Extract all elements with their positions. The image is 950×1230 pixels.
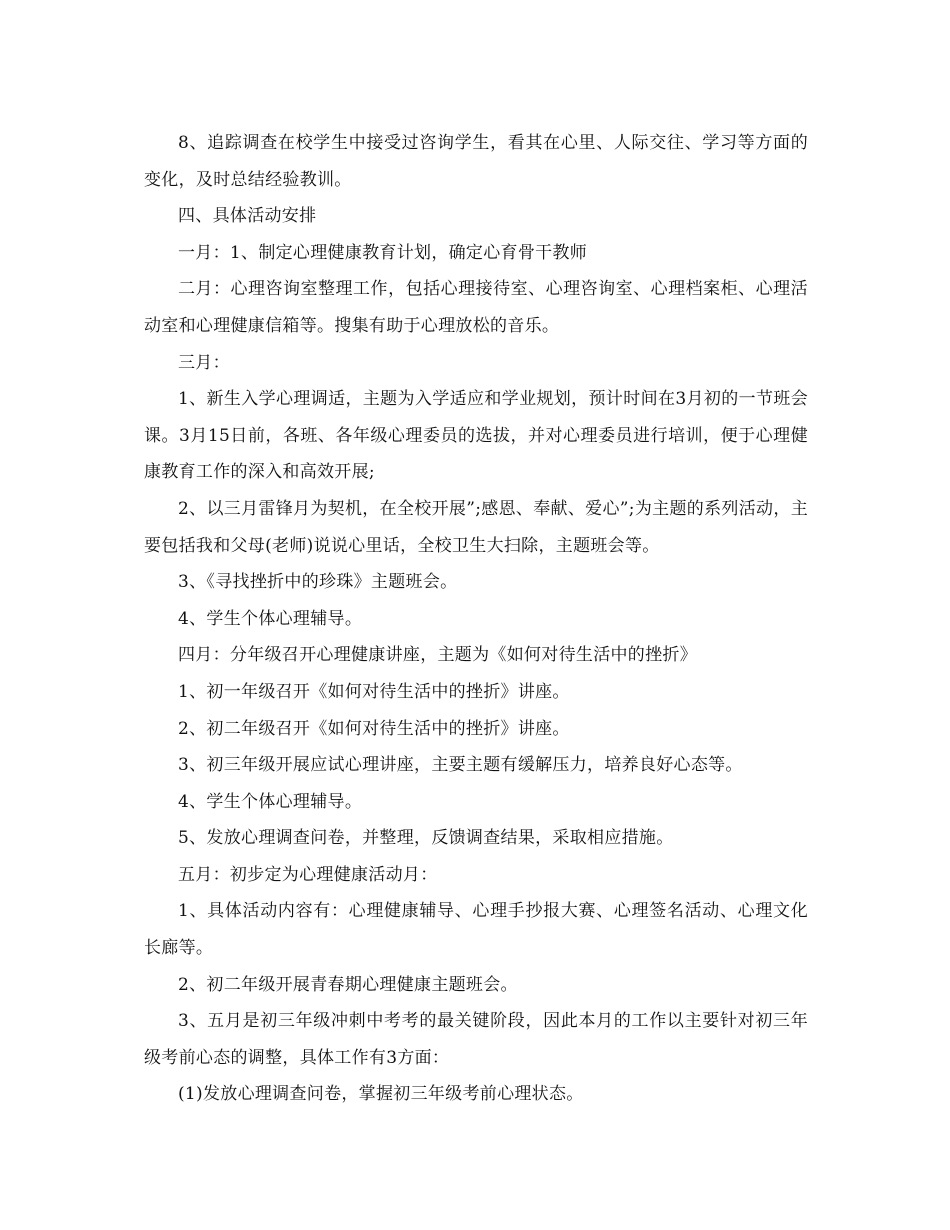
paragraph-march-heading: 三月： (178, 352, 230, 373)
paragraph-february: 二月：心理咨询室整理工作，包括心理接待室、心理咨询室、心理档案柜、心理活动室和心理健康信箱等。搜集有助于心理放松的音乐。 (144, 279, 808, 336)
paragraph-may-heading: 五月：初步定为心理健康活动月： (178, 864, 438, 885)
paragraph-may-item-1: 1、具体活动内容有：心理健康辅导、心理手抄报大赛、心理签名活动、心理文化长廊等。 (144, 901, 808, 959)
paragraph-april-heading: 四月：分年级召开心理健康讲座，主题为《如何对待生活中的挫折》 (178, 645, 697, 666)
paragraph-march-item-1: 1、新生入学心理调适，主题为入学适应和学业规划，预计时间在3月初的一节班会课。3月15日前，各班、各年级心理委员的选拔，并对心理委员进行培训，便于心理健康教育工作的深入和高效开展; (144, 389, 808, 483)
paragraph-march-item-4: 4、学生个体心理辅导。 (178, 608, 363, 629)
section-heading-activities: 四、具体活动安排 (178, 206, 317, 227)
paragraph-april-item-3: 3、初三年级开展应试心理讲座，主要主题有缓解压力，培养良好心态等。 (178, 755, 743, 776)
paragraph-may-item-2: 2、初二年级开展青春期心理健康主题班会。 (178, 974, 518, 995)
paragraph-april-item-4: 4、学生个体心理辅导。 (178, 791, 363, 812)
paragraph-march-item-2: 2、以三月雷锋月为契机，在全校开展”;感恩、奉献、爱心”;为主题的系列活动，主要包括我和父母(老师)说说心里话，全校卫生大扫除，主题班会等。 (144, 498, 808, 556)
paragraph-may-subitem-1: (1)发放心理调查问卷，掌握初三年级考前心理状态。 (178, 1084, 584, 1105)
paragraph-may-item-3: 3、五月是初三年级冲刺中考考的最关键阶段，因此本月的工作以主要针对初三年级考前心态的调整，具体工作有3方面： (144, 1011, 808, 1068)
document-body (144, 125, 808, 1113)
paragraph-january: 一月：1、制定心理健康教育计划，确定心育骨干教师 (178, 242, 588, 263)
paragraph-follow-up-survey: 8、追踪调查在校学生中接受过咨询学生，看其在心里、人际交往、学习等方面的变化，及时总结经验教训。 (144, 133, 808, 190)
paragraph-march-item-3: 3、《寻找挫折中的珍珠》主题班会。 (178, 572, 458, 593)
paragraph-april-item-5: 5、发放心理调查问卷，并整理，反馈调查结果，采取相应措施。 (178, 828, 674, 849)
paragraph-april-item-2: 2、初二年级召开《如何对待生活中的挫折》讲座。 (178, 718, 570, 739)
paragraph-april-item-1: 1、初一年级召开《如何对待生活中的挫折》讲座。 (178, 681, 570, 702)
